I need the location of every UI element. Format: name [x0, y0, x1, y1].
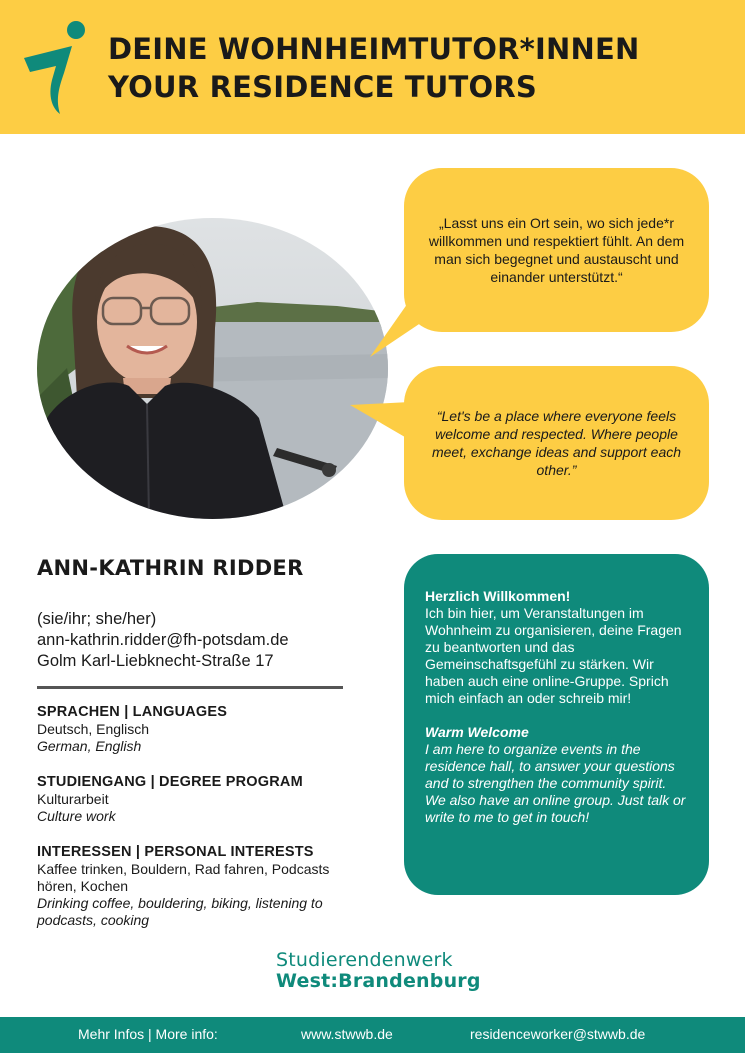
interests-section [37, 844, 347, 929]
page-title [108, 30, 639, 106]
footer-website-link[interactable]: www.stwwb.de [301, 1026, 393, 1042]
info-i-logo-icon [20, 18, 95, 118]
contact-info [37, 609, 289, 672]
degree-section [37, 774, 303, 825]
section-heading: STUDIENGANG | DEGREE PROGRAM [37, 774, 303, 790]
bubble-tail-icon [350, 400, 430, 450]
brand-line-2: West:Brandenburg [276, 970, 481, 992]
divider [37, 686, 343, 689]
section-text-english: German, English [37, 738, 142, 754]
brand-line-1: Studierendenwerk [276, 949, 453, 971]
section-text-english: Culture work [37, 808, 116, 824]
email-link[interactable]: ann-kathrin.ridder@fh-potsdam.de [37, 631, 289, 649]
quote-english: “Let's be a place where everyone feels welcome and respected. Where people meet, exchange ideas and support each other.” [431, 408, 682, 478]
studierendenwerk-logo [276, 950, 481, 992]
section-text-german: Kaffee trinken, Bouldern, Rad fahren, Podcasts hören, Kochen [37, 861, 330, 894]
title-line-german: DEINE WOHNHEIMTUTOR*INNEN [108, 32, 640, 66]
address: Golm Karl-Liebknecht-Straße 17 [37, 652, 274, 670]
portrait-photo [37, 218, 388, 519]
portrait-illustration [37, 218, 388, 519]
section-text-english: Drinking coffee, bouldering, biking, listening to podcasts, cooking [37, 895, 323, 928]
footer-info-label: Mehr Infos | More info: [78, 1026, 218, 1042]
welcome-heading-english: Warm Welcome [425, 724, 529, 740]
bubble-tail-icon [370, 300, 450, 360]
welcome-box [404, 554, 709, 895]
title-line-english: YOUR RESIDENCE TUTORS [108, 70, 537, 104]
quote-german: „Lasst uns ein Ort sein, wo sich jede*r willkommen und respektiert fühlt. An dem man sich begegnet und austauscht und einander unterstützt.“ [428, 215, 685, 285]
tutor-name: ANN-KATHRIN RIDDER [37, 556, 304, 580]
languages-section [37, 704, 227, 755]
welcome-text-english: I am here to organize events in the residence hall, to answer your questions and to strengthen the community spirit. We also have an online group. Just talk or write to me to get in touch! [425, 741, 686, 825]
pronouns: (sie/ihr; she/her) [37, 610, 157, 628]
section-heading: INTERESSEN | PERSONAL INTERESTS [37, 844, 314, 860]
welcome-heading-german: Herzlich Willkommen! [425, 588, 571, 604]
section-text-german: Kulturarbeit [37, 791, 109, 807]
header-banner [0, 0, 745, 134]
section-text-german: Deutsch, Englisch [37, 721, 150, 737]
footer-bar [0, 1017, 745, 1053]
footer-email-link[interactable]: residenceworker@stwwb.de [470, 1026, 646, 1042]
welcome-text-german: Ich bin hier, um Veranstaltungen im Wohnheim zu organisieren, deine Fragen zu beantworten und das Gemeinschaftsgefühl zu stärken. Wir haben auch eine online-Gruppe. Sprich mich einfach an oder schreib mir! [425, 605, 682, 706]
quote-bubble-english [404, 366, 709, 520]
section-heading: SPRACHEN | LANGUAGES [37, 704, 228, 720]
